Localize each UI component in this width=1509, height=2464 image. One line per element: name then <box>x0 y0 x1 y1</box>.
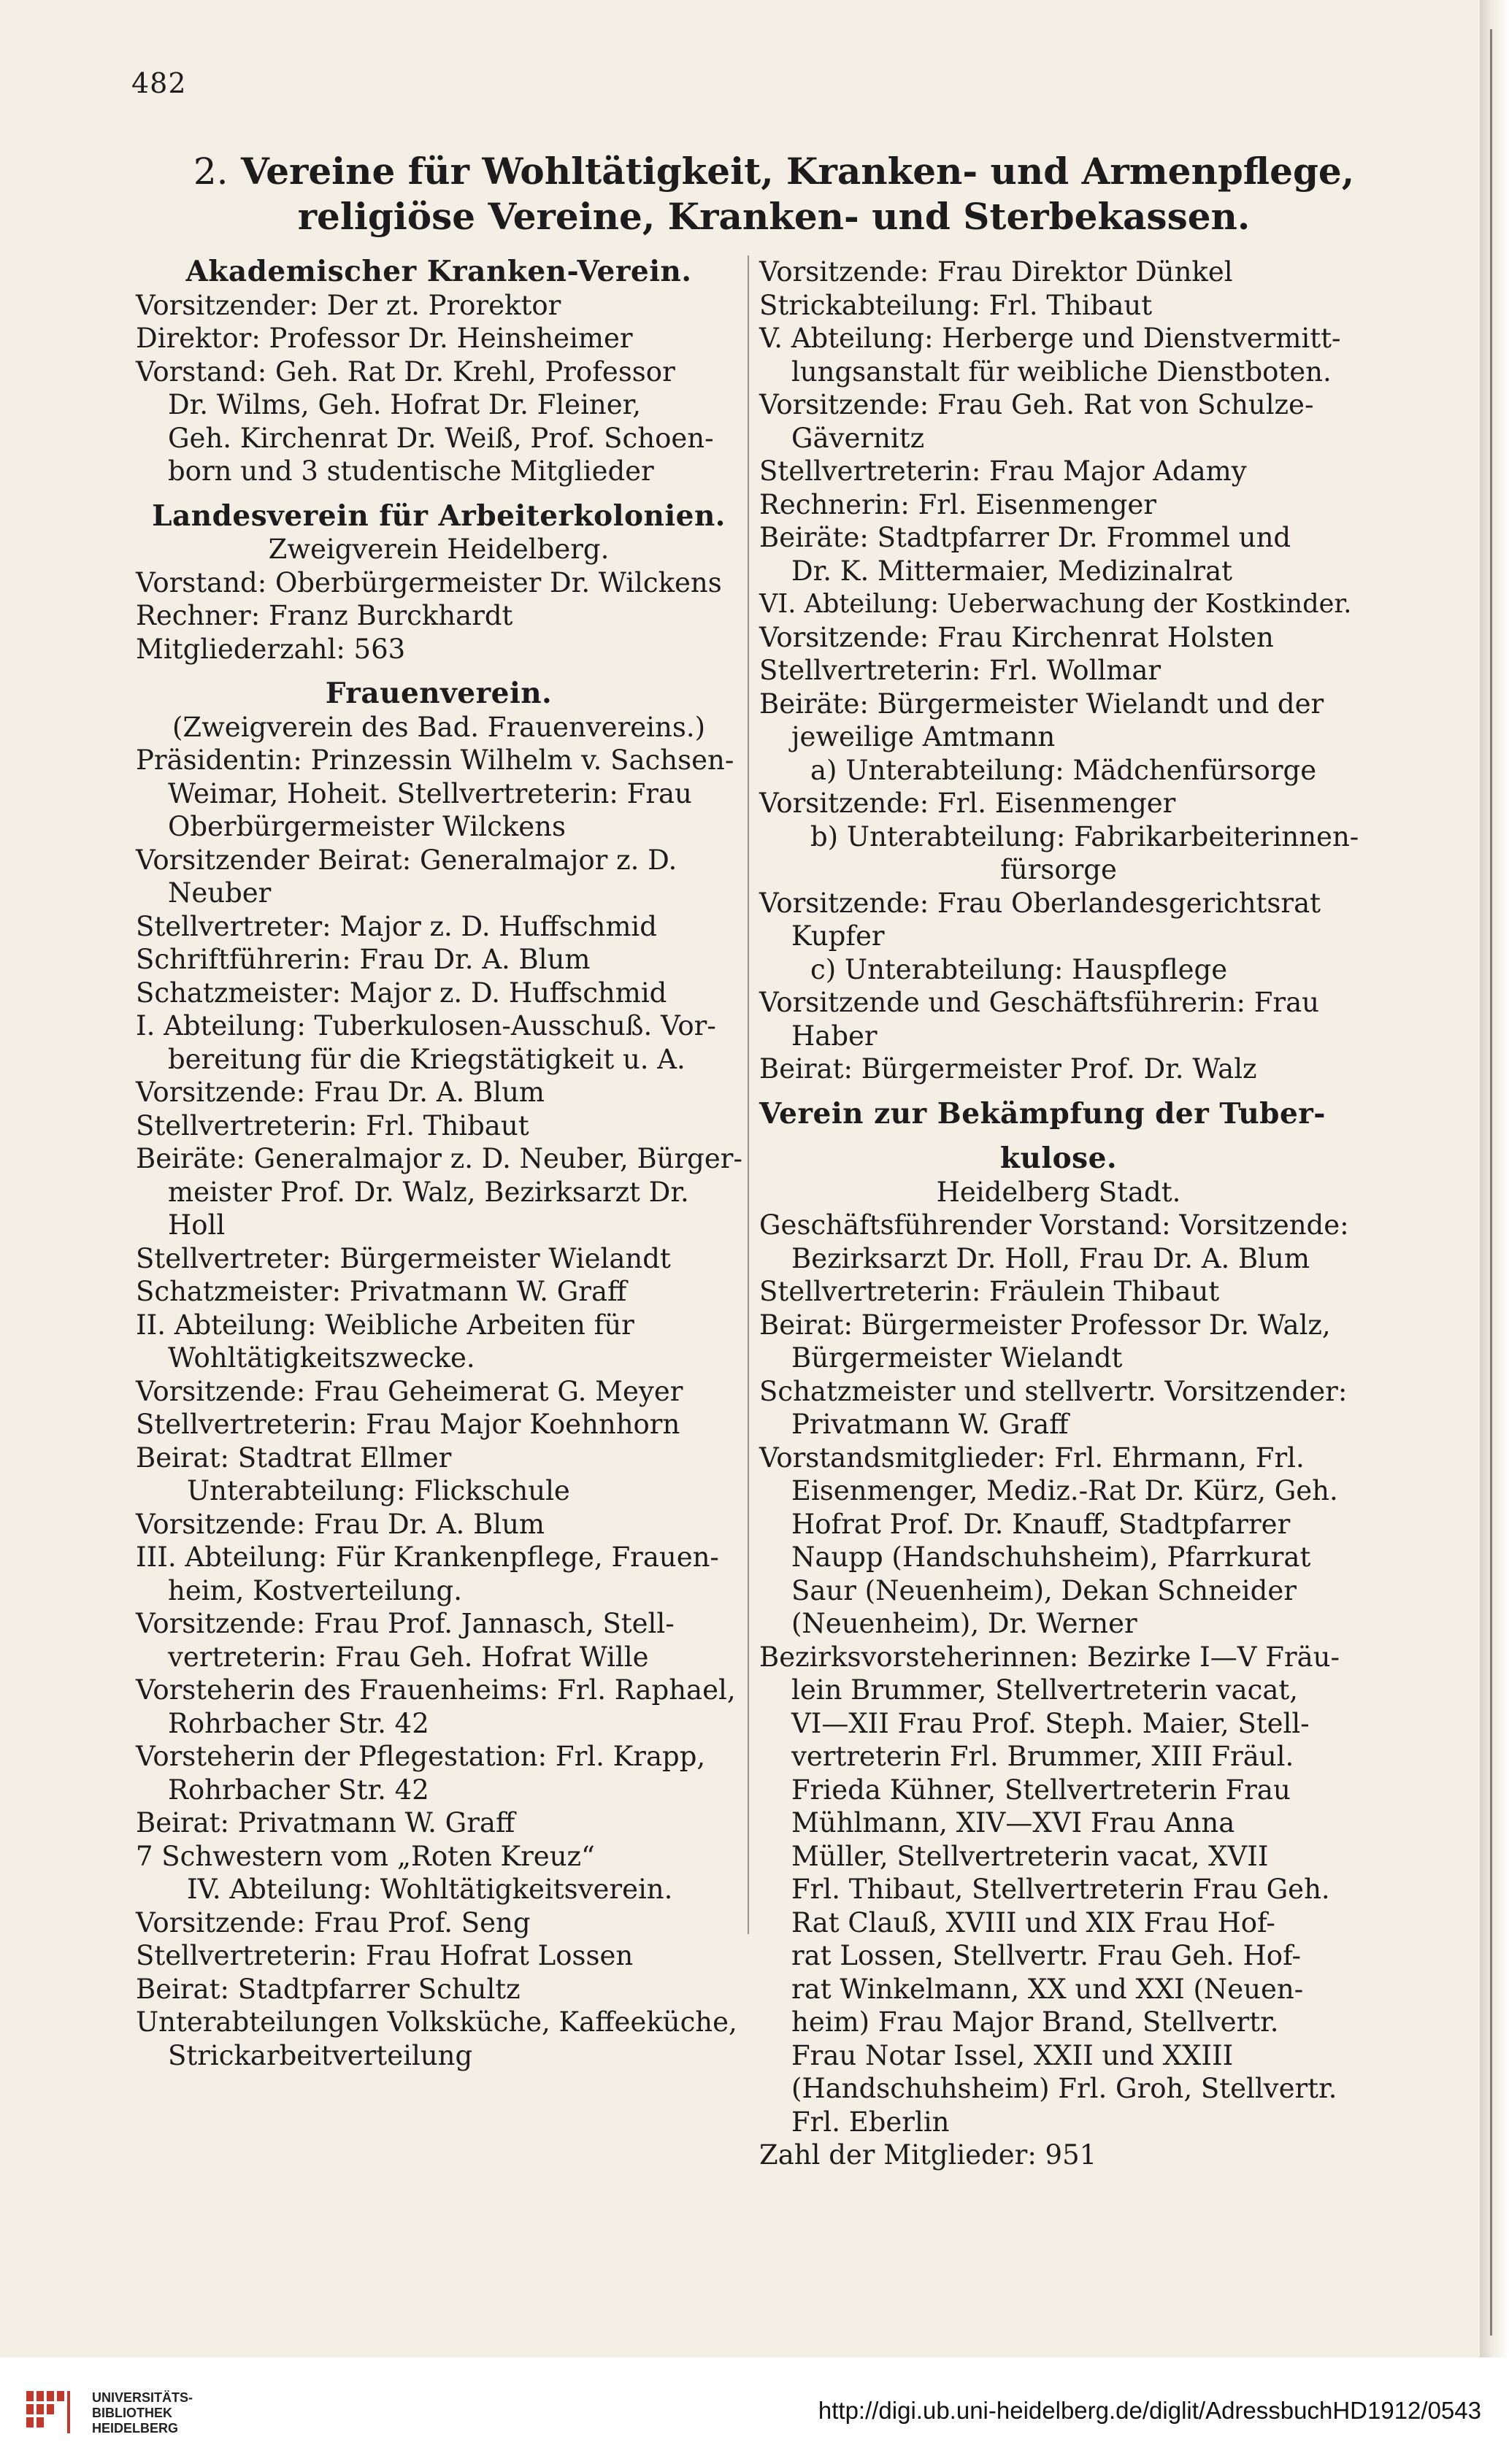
library-name-line: BIBLIOTHEK <box>92 2406 172 2420</box>
section-gap <box>759 1086 1358 1098</box>
text-line: VI—XII Frau Prof. Steph. Maier, Stell- <box>791 1707 1310 1739</box>
text-line: lein Brummer, Stellvertreterin vacat, <box>791 1674 1299 1706</box>
entry-title: kulose. <box>999 1141 1118 1175</box>
library-logo-icon <box>23 2387 85 2438</box>
text-line: Kupfer <box>791 920 885 952</box>
library-name-line: HEIDELBERG <box>92 2421 179 2436</box>
text-line: Schatzmeister: Major z. D. Huffschmid <box>136 977 667 1009</box>
text-line: Oberbürgermeister Wilckens <box>168 811 566 842</box>
text-line: Bezirksvorsteherinnen: Bezirke I—V Fräu- <box>759 1641 1340 1673</box>
entry-title: Frauenverein. <box>325 677 553 710</box>
text-line: Frieda Kühner, Stellvertreterin Frau <box>791 1774 1291 1806</box>
text-line: Weimar, Hoheit. Stellvertreterin: Frau <box>168 777 692 809</box>
text-line: II. Abteilung: Weibliche Arbeiten für <box>136 1309 634 1341</box>
text-line: (Zweigverein des Bad. Frauenvereins.) <box>172 711 706 743</box>
text-line: Schatzmeister: Privatmann W. Graff <box>136 1276 627 1307</box>
text-line: Stellvertreterin: Frau Major Koehnhorn <box>136 1409 680 1440</box>
text-line: Strickarbeitverteilung <box>168 2039 473 2071</box>
text-line: Geschäftsführender Vorstand: Vorsitzende: <box>759 1209 1349 1241</box>
text-line: (Neuenheim), Dr. Werner <box>791 1608 1137 1639</box>
section-gap <box>136 666 742 677</box>
text-line: Saur (Neuenheim), Dekan Schneider <box>791 1574 1297 1606</box>
section-gap <box>136 488 742 500</box>
text-line: Vorsitzende: Frau Prof. Seng <box>136 1906 531 1939</box>
text-line: Vorsitzende: Frau Geheimerat G. Meyer <box>136 1375 683 1407</box>
text-line: born und 3 studentische Mitglieder <box>168 455 654 487</box>
text-line: Rechnerin: Frl. Eisenmenger <box>759 488 1156 520</box>
section-number: 2. <box>193 150 229 193</box>
text-line: Rechner: Franz Burckhardt <box>136 600 513 631</box>
text-line: Vorstand: Geh. Rat Dr. Krehl, Professor <box>136 355 675 388</box>
edge-shadow-line <box>1490 29 1492 2336</box>
text-line: fürsorge <box>1000 854 1117 885</box>
text-line: Vorsitzende und Geschäftsführerin: Frau <box>759 987 1320 1018</box>
text-line: Stellvertreter: Major z. D. Huffschmid <box>136 910 657 942</box>
text-line: Dr. K. Mittermaier, Medizinalrat <box>791 555 1232 587</box>
text-line: Vorsteherin der Pflegestation: Frl. Krapp, <box>136 1741 706 1772</box>
column-divider <box>748 255 749 1934</box>
text-line: heim) Frau Major Brand, Stellvertr. <box>791 2006 1279 2038</box>
text-line: III. Abteilung: Für Krankenpflege, Frauen- <box>136 1541 719 1573</box>
text-line: Beirat: Bürgermeister Professor Dr. Walz, <box>759 1309 1331 1341</box>
text-line: Vorsitzende: Frau Geh. Rat von Schulze- <box>759 389 1314 420</box>
text-line: Vorstand: Oberbürgermeister Dr. Wilckens <box>136 566 722 598</box>
text-line: Stellvertreterin: Frl. Wollmar <box>759 655 1161 686</box>
text-line: Haber <box>791 1020 878 1052</box>
text-line: Bezirksarzt Dr. Holl, Frau Dr. A. Blum <box>791 1242 1310 1274</box>
text-line: Unterabteilung: Flickschule <box>187 1475 570 1506</box>
page-number: 482 <box>131 67 187 99</box>
text-line: Präsidentin: Prinzessin Wilhelm v. Sachsen- <box>136 744 734 776</box>
text-line: Vorsitzende: Frl. Eisenmenger <box>759 788 1176 819</box>
section-heading <box>146 149 1402 239</box>
entry-title: Landesverein für Arbeiterkolonien. <box>152 498 726 533</box>
text-line: Beiräte: Bürgermeister Wielandt und der <box>759 688 1324 720</box>
text-line: Holl <box>168 1209 226 1241</box>
text-line: Zahl der Mitglieder: 951 <box>759 2139 1097 2171</box>
text-line: Beiräte: Stadtpfarrer Dr. Frommel und <box>759 522 1291 553</box>
text-line: a) Unterabteilung: Mädchenfürsorge <box>810 754 1317 786</box>
text-line: Direktor: Professor Dr. Heinsheimer <box>136 323 633 354</box>
section-title: Vereine für Wohltätigkeit, Kranken- und Armenpflege, religiöse Vereine, Kranken- und Sterbekassen. <box>241 150 1355 238</box>
text-line: Zweigverein Heidelberg. <box>268 534 610 565</box>
text-line: Privatmann W. Graff <box>791 1409 1069 1440</box>
text-line: Heidelberg Stadt. <box>936 1176 1181 1208</box>
text-line: Vorsitzende: Frau Dr. A. Blum <box>136 1077 545 1108</box>
text-line: meister Prof. Dr. Walz, Bezirksarzt Dr. <box>168 1176 689 1208</box>
text-line: b) Unterabteilung: Fabrikarbeiterinnen- <box>810 820 1359 852</box>
text-line: Naupp (Handschuhsheim), Pfarrkurat <box>791 1541 1311 1573</box>
text-line: Frl. Eberlin <box>791 2106 950 2138</box>
text-line: c) Unterabteilung: Hauspflege <box>810 953 1228 985</box>
text-line: Rat Clauß, XVIII und XIX Frau Hof- <box>791 1906 1275 1939</box>
text-line: Vorsitzende: Frau Prof. Jannasch, Stell- <box>136 1608 675 1639</box>
text-line: Stellvertreterin: Fräulein Thibaut <box>759 1276 1220 1307</box>
text-line: Beirat: Stadtpfarrer Schultz <box>136 1973 521 2005</box>
text-line: Beirat: Bürgermeister Prof. Dr. Walz <box>759 1053 1257 1085</box>
text-line: Stellvertreterin: Frau Major Adamy <box>759 455 1247 487</box>
text-line: Stellvertreter: Bürgermeister Wielandt <box>136 1242 671 1274</box>
text-line: Vorsitzender: Der zt. Prorektor <box>136 289 561 321</box>
left-column <box>136 255 742 2072</box>
text-line: Hofrat Prof. Dr. Knauff, Stadtpfarrer <box>791 1508 1291 1540</box>
text-line: Schatzmeister und stellvertr. Vorsitzender: <box>759 1375 1348 1407</box>
text-line: vertreterin: Frau Geh. Hofrat Wille <box>168 1641 649 1673</box>
text-line: Vorstandsmitglieder: Frl. Ehrmann, Frl. <box>759 1441 1305 1474</box>
text-line: Vorsitzende: Frau Dr. A. Blum <box>136 1508 545 1540</box>
library-name <box>92 2390 193 2436</box>
text-line: Geh. Kirchenrat Dr. Weiß, Prof. Schoen- <box>168 422 714 454</box>
text-line: Frau Notar Issel, XXII und XXIII <box>791 2039 1234 2071</box>
text-line: Wohltätigkeitszwecke. <box>168 1342 475 1374</box>
text-line: Stellvertreterin: Frau Hofrat Lossen <box>136 1940 634 1971</box>
text-line: jeweilige Amtmann <box>791 721 1056 752</box>
text-line: Beiräte: Generalmajor z. D. Neuber, Bürger- <box>136 1143 742 1174</box>
text-line: Müller, Stellvertreterin vacat, XVII <box>791 1840 1269 1872</box>
text-line: Neuber <box>168 877 272 909</box>
text-line: rat Winkelmann, XX und XXI (Neuen- <box>791 1973 1304 2005</box>
right-column <box>759 255 1358 2172</box>
text-line: Rohrbacher Str. 42 <box>168 1774 429 1806</box>
text-line: Beirat: Stadtrat Ellmer <box>136 1441 452 1474</box>
text-line: Strickabteilung: Frl. Thibaut <box>759 289 1153 321</box>
text-line: Dr. Wilms, Geh. Hofrat Dr. Fleiner, <box>168 389 642 420</box>
text-line: Beirat: Privatmann W. Graff <box>136 1807 515 1839</box>
text-line: Vorsteherin des Frauenheims: Frl. Raphael, <box>136 1674 736 1706</box>
text-line: IV. Abteilung: Wohltätigkeitsverein. <box>187 1874 673 1905</box>
text-line: Vorsitzender Beirat: Generalmajor z. D. <box>136 844 677 876</box>
text-line: Vorsitzende: Frau Direktor Dünkel <box>759 256 1233 288</box>
text-line: Frl. Thibaut, Stellvertreterin Frau Geh. <box>791 1874 1330 1905</box>
text-line: VI. Abteilung: Ueberwachung der Kostkinder. <box>759 589 1352 619</box>
text-line: rat Lossen, Stellvertr. Frau Geh. Hof- <box>791 1940 1301 1971</box>
entry-title: Akademischer Kranken-Verein. <box>185 255 692 288</box>
text-line: Rohrbacher Str. 42 <box>168 1707 429 1739</box>
text-line: Bürgermeister Wielandt <box>791 1342 1123 1374</box>
text-line: Vorsitzende: Frau Oberlandesgerichtsrat <box>759 887 1321 919</box>
text-line: heim, Kostverteilung. <box>168 1574 462 1606</box>
book-edge <box>1480 0 1509 2357</box>
text-line: Mitgliederzahl: 563 <box>136 633 406 665</box>
text-line: Stellvertreterin: Frl. Thibaut <box>136 1109 529 1141</box>
text-line: Eisenmenger, Mediz.-Rat Dr. Kürz, Geh. <box>791 1475 1338 1506</box>
text-line: vertreterin Frl. Brummer, XIII Fräul. <box>791 1741 1294 1772</box>
text-line: V. Abteilung: Herberge und Dienstvermitt- <box>759 323 1341 354</box>
entry-title: Verein zur Bekämpfung der Tuber- <box>759 1096 1326 1131</box>
source-url-link[interactable]: http://digi.ub.uni-heidelberg.de/diglit/AdressbuchHD1912/0543 <box>818 2397 1481 2424</box>
text-line: lungsanstalt für weibliche Dienstboten. <box>791 355 1332 388</box>
text-line: I. Abteilung: Tuberkulosen-Ausschuß. Vor- <box>136 1010 716 1042</box>
text-line: Schriftführerin: Frau Dr. A. Blum <box>136 944 591 975</box>
text-line: Vorsitzende: Frau Kirchenrat Holsten <box>759 621 1274 653</box>
section-gap <box>759 1131 1358 1142</box>
text-line: 7 Schwestern vom „Roten Kreuz“ <box>136 1840 595 1872</box>
text-line: (Handschuhsheim) Frl. Groh, Stellvertr. <box>791 2073 1337 2104</box>
text-line: Mühlmann, XIV—XVI Frau Anna <box>791 1807 1235 1839</box>
text-line: Gävernitz <box>791 422 925 454</box>
text-line: bereitung für die Kriegstätigkeit u. A. <box>168 1043 686 1075</box>
text-line: Unterabteilungen Volksküche, Kaffeeküche, <box>136 2006 737 2038</box>
library-name-line: UNIVERSITÄTS- <box>92 2390 193 2405</box>
